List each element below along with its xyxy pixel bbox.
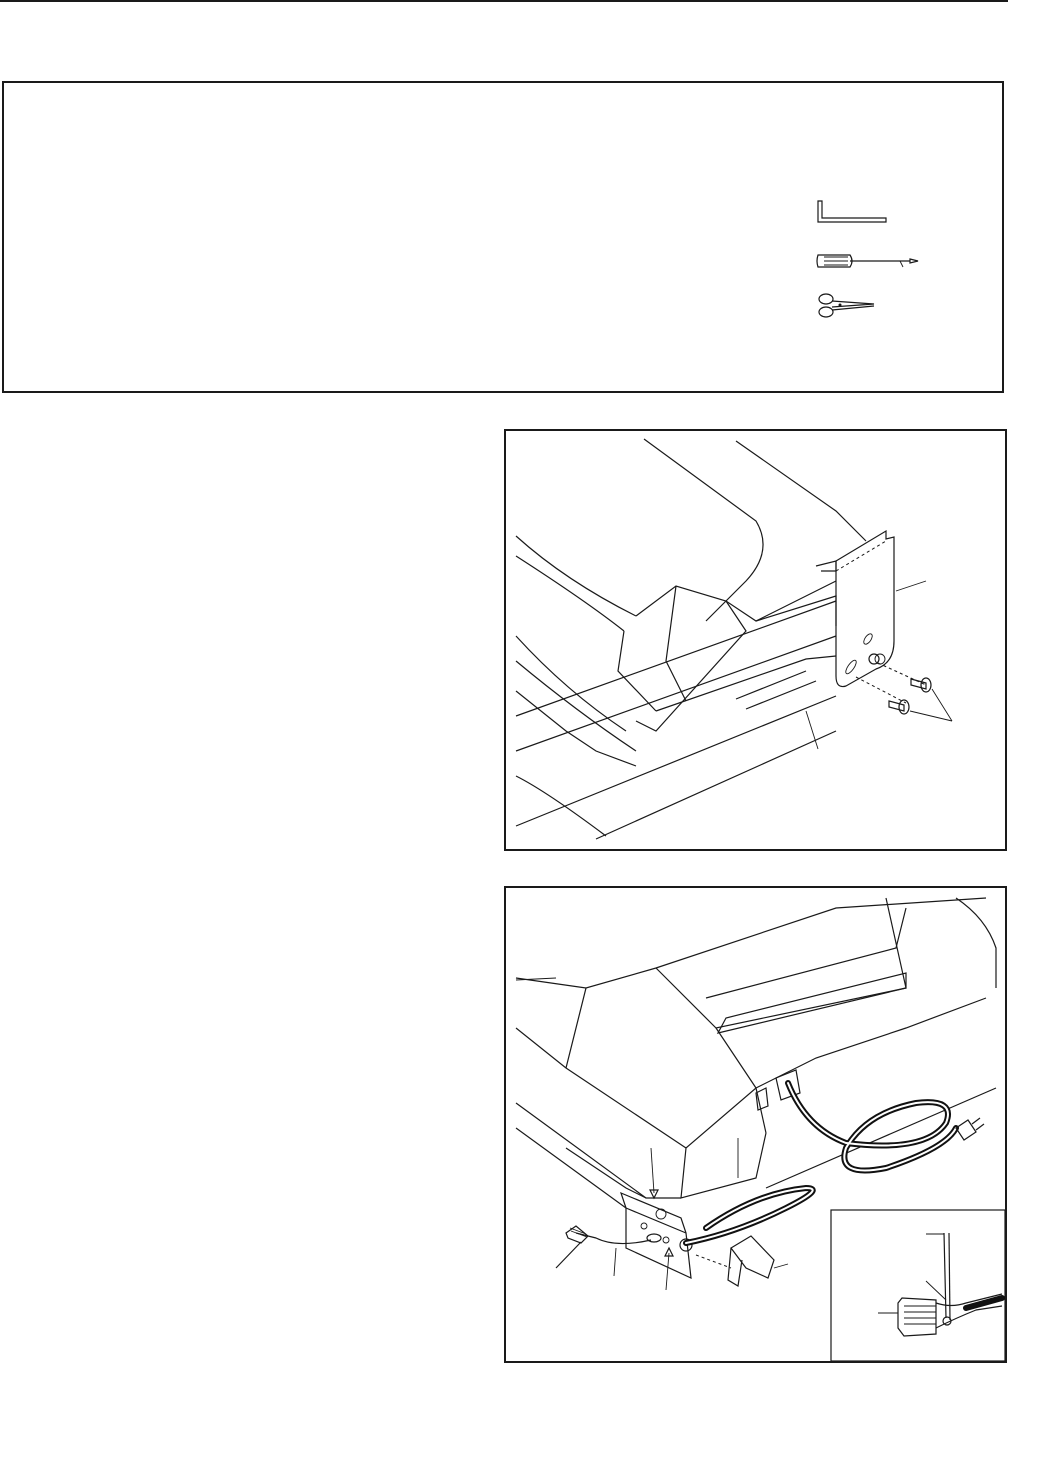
- screw-b: [889, 700, 909, 714]
- tools-needed-box: [2, 81, 1004, 393]
- figure-1-treadmill-side-cover: [504, 429, 1007, 851]
- scissors-icon: [812, 290, 882, 320]
- phillips-screwdriver-icon: [812, 249, 922, 273]
- header-rule: [0, 0, 1008, 2]
- screw-a: [911, 678, 931, 692]
- figure-2-treadmill-power-cord: [504, 886, 1007, 1363]
- hex-key-icon: [812, 198, 892, 228]
